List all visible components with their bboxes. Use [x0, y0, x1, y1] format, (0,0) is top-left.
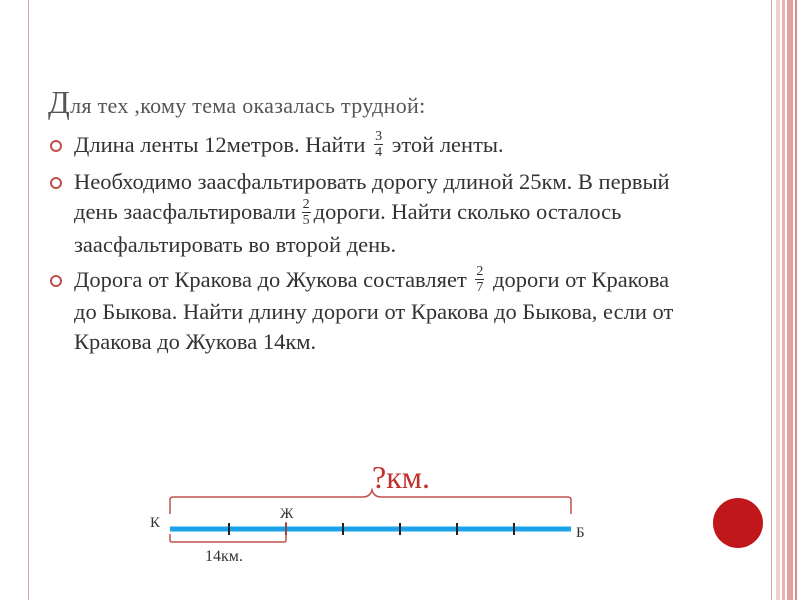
- bullet-item-3: [48, 265, 688, 357]
- point-krakov-label: К: [150, 515, 161, 531]
- decorative-stripes: [772, 0, 800, 600]
- bullet-circle-icon: [50, 177, 62, 189]
- fraction-denominator: 7: [476, 280, 484, 296]
- fraction-3-4: [374, 129, 383, 160]
- fraction-2-5: [302, 197, 311, 228]
- fraction-numerator: 2: [302, 196, 310, 212]
- bullet-1-text-after: этой ленты.: [391, 132, 504, 157]
- fraction-numerator: 3: [375, 129, 383, 145]
- bullet-3-text-before: Дорога от Кракова до Жукова составляет: [74, 266, 467, 292]
- bullet-2-text-line1: Необходимо заасфальтировать дорогу длиной 25км. В первый день заасфальтировали: [74, 169, 670, 225]
- fraction-denominator: 5: [302, 212, 310, 228]
- unknown-distance-label: ?км.: [372, 459, 430, 495]
- bullet-1-text-before: Длина ленты 12метров. Найти: [74, 132, 366, 157]
- title-initial: Д: [48, 84, 71, 120]
- fraction-denominator: 4: [375, 145, 383, 161]
- decorative-red-circle: [713, 498, 763, 548]
- slide-title: [48, 84, 728, 121]
- bullet-circle-icon: [50, 140, 62, 152]
- point-bykov-label: Б: [576, 525, 585, 541]
- bullet-3-text-after: дороги от Кракова до Быкова. Найти длину дороги от Кракова до Быкова, если от Кракова до Жукова 14км.: [74, 266, 674, 355]
- bullet-circle-icon: [50, 275, 62, 287]
- bullet-item-1: [48, 130, 688, 162]
- bullet-list: [48, 130, 688, 362]
- fraction-numerator: 2: [476, 264, 484, 280]
- fraction-2-7: [475, 264, 484, 295]
- point-zhukov-label: Ж: [280, 506, 294, 522]
- known-distance-label: 14км.: [205, 548, 243, 565]
- bullet-2-text-after: дороги. Найти сколько осталось заасфальтировать во второй день.: [74, 199, 622, 257]
- title-rest: ля тех ,кому тема оказалась трудной:: [70, 93, 426, 118]
- bullet-item-2: [48, 167, 688, 259]
